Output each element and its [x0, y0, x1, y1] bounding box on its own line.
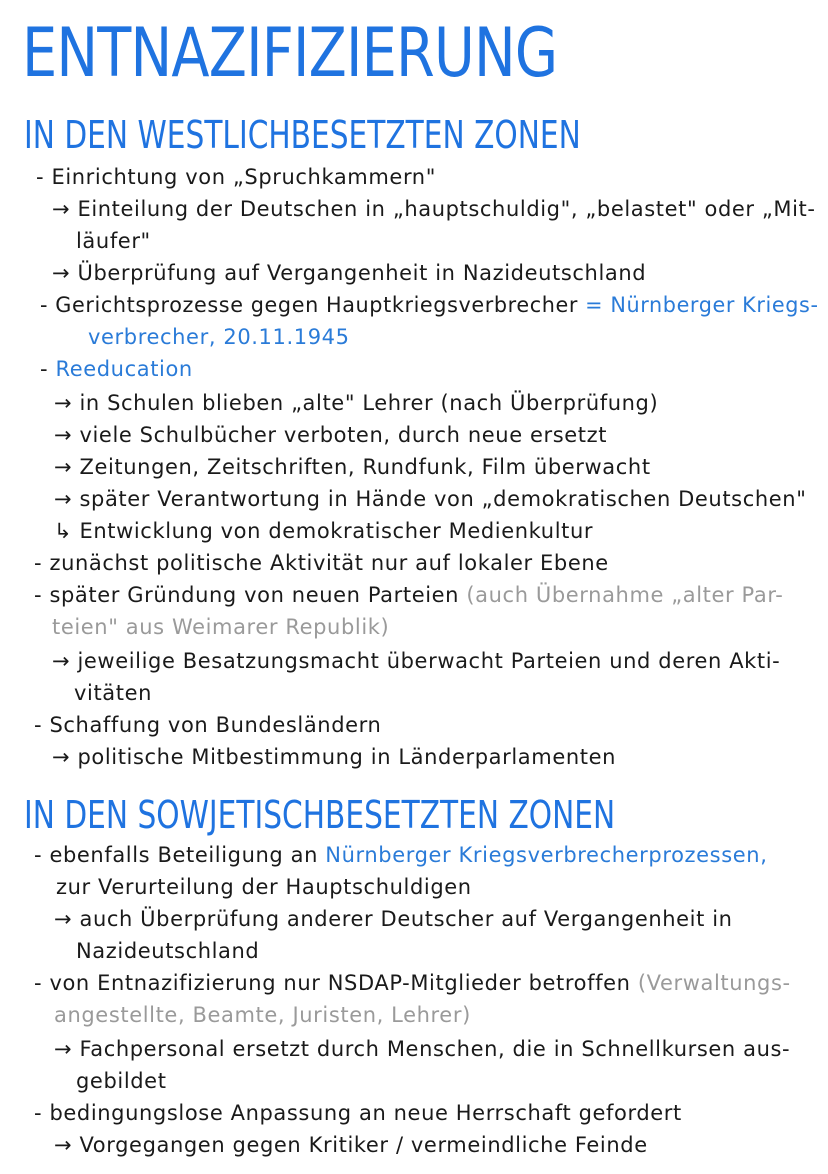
west-line-14-text: - später Gründung von neuen Parteien	[34, 583, 460, 607]
east-line-1-text: - ebenfalls Beteiligung an	[34, 843, 318, 867]
east-line-7: → Fachpersonal ersetzt durch Menschen, die in Schnellkursen aus-	[54, 1037, 791, 1061]
east-line-1	[34, 840, 767, 870]
west-line-1: - Einrichtung von „Spruchkammern"	[36, 165, 436, 189]
east-line-9: - bedingungslose Anpassung an neue Herrschaft gefordert	[34, 1101, 682, 1125]
east-line-4: Nazideutschland	[76, 939, 260, 963]
west-line-2: → Einteilung der Deutschen in „hauptschuldig", „belastet" oder „Mit-	[52, 197, 816, 221]
page-title: ENTNAZIFIZIERUNG	[22, 14, 558, 93]
east-line-3: → auch Überprüfung anderer Deutscher auf Vergangenheit in	[54, 907, 733, 931]
west-line-19: → politische Mitbestimmung in Länderparlamenten	[52, 745, 617, 769]
west-line-16: → jeweilige Besatzungsmacht überwacht Parteien und deren Akti-	[52, 649, 781, 673]
west-line-17: vitäten	[74, 681, 153, 705]
east-line-6: angestellte, Beamte, Juristen, Lehrer)	[54, 1003, 471, 1027]
heading-west: IN DEN WESTLICHBESETZTEN ZONEN	[24, 113, 581, 157]
west-line-18: - Schaffung von Bundesländern	[34, 713, 382, 737]
east-line-5	[34, 968, 791, 998]
west-line-11: → später Verantwortung in Hände von „demokratischen Deutschen"	[54, 487, 807, 511]
west-line-7-dash: -	[40, 357, 56, 381]
west-line-5-highlight: = Nürnberger Kriegs-	[585, 293, 819, 317]
east-line-10: → Vorgegangen gegen Kritiker / vermeindliche Feinde	[54, 1133, 648, 1157]
west-line-5	[40, 290, 819, 320]
west-line-9: → viele Schulbücher verboten, durch neue ersetzt	[54, 423, 608, 447]
west-line-14	[34, 580, 783, 610]
heading-east: IN DEN SOWJETISCHBESETZTEN ZONEN	[24, 793, 616, 837]
west-line-4: → Überprüfung auf Vergangenheit in Nazideutschland	[52, 261, 647, 285]
west-line-7-highlight: Reeducation	[55, 357, 193, 381]
west-line-8: → in Schulen blieben „alte" Lehrer (nach Überprüfung)	[54, 391, 659, 415]
west-line-3: läufer"	[76, 229, 151, 253]
west-line-5-text: - Gerichtsprozesse gegen Hauptkriegsverbrecher	[40, 293, 578, 317]
east-line-1-highlight: Nürnberger Kriegsverbrecherprozessen,	[325, 843, 768, 867]
east-line-5-note: (Verwaltungs-	[637, 971, 791, 995]
west-line-14-note: (auch Übernahme „alter Par-	[466, 583, 784, 607]
west-line-12: ↳ Entwicklung von demokratischer Medienkultur	[54, 519, 594, 543]
west-line-6: verbrecher, 20.11.1945	[88, 325, 350, 349]
west-line-15: teien" aus Weimarer Republik)	[52, 615, 390, 639]
west-line-13: - zunächst politische Aktivität nur auf lokaler Ebene	[34, 551, 609, 575]
east-line-8: gebildet	[76, 1069, 167, 1093]
east-line-2: zur Verurteilung der Hauptschuldigen	[56, 875, 472, 899]
west-line-10: → Zeitungen, Zeitschriften, Rundfunk, Film überwacht	[54, 455, 651, 479]
east-line-5-text: - von Entnazifizierung nur NSDAP-Mitglieder betroffen	[34, 971, 631, 995]
west-line-7	[40, 354, 193, 384]
